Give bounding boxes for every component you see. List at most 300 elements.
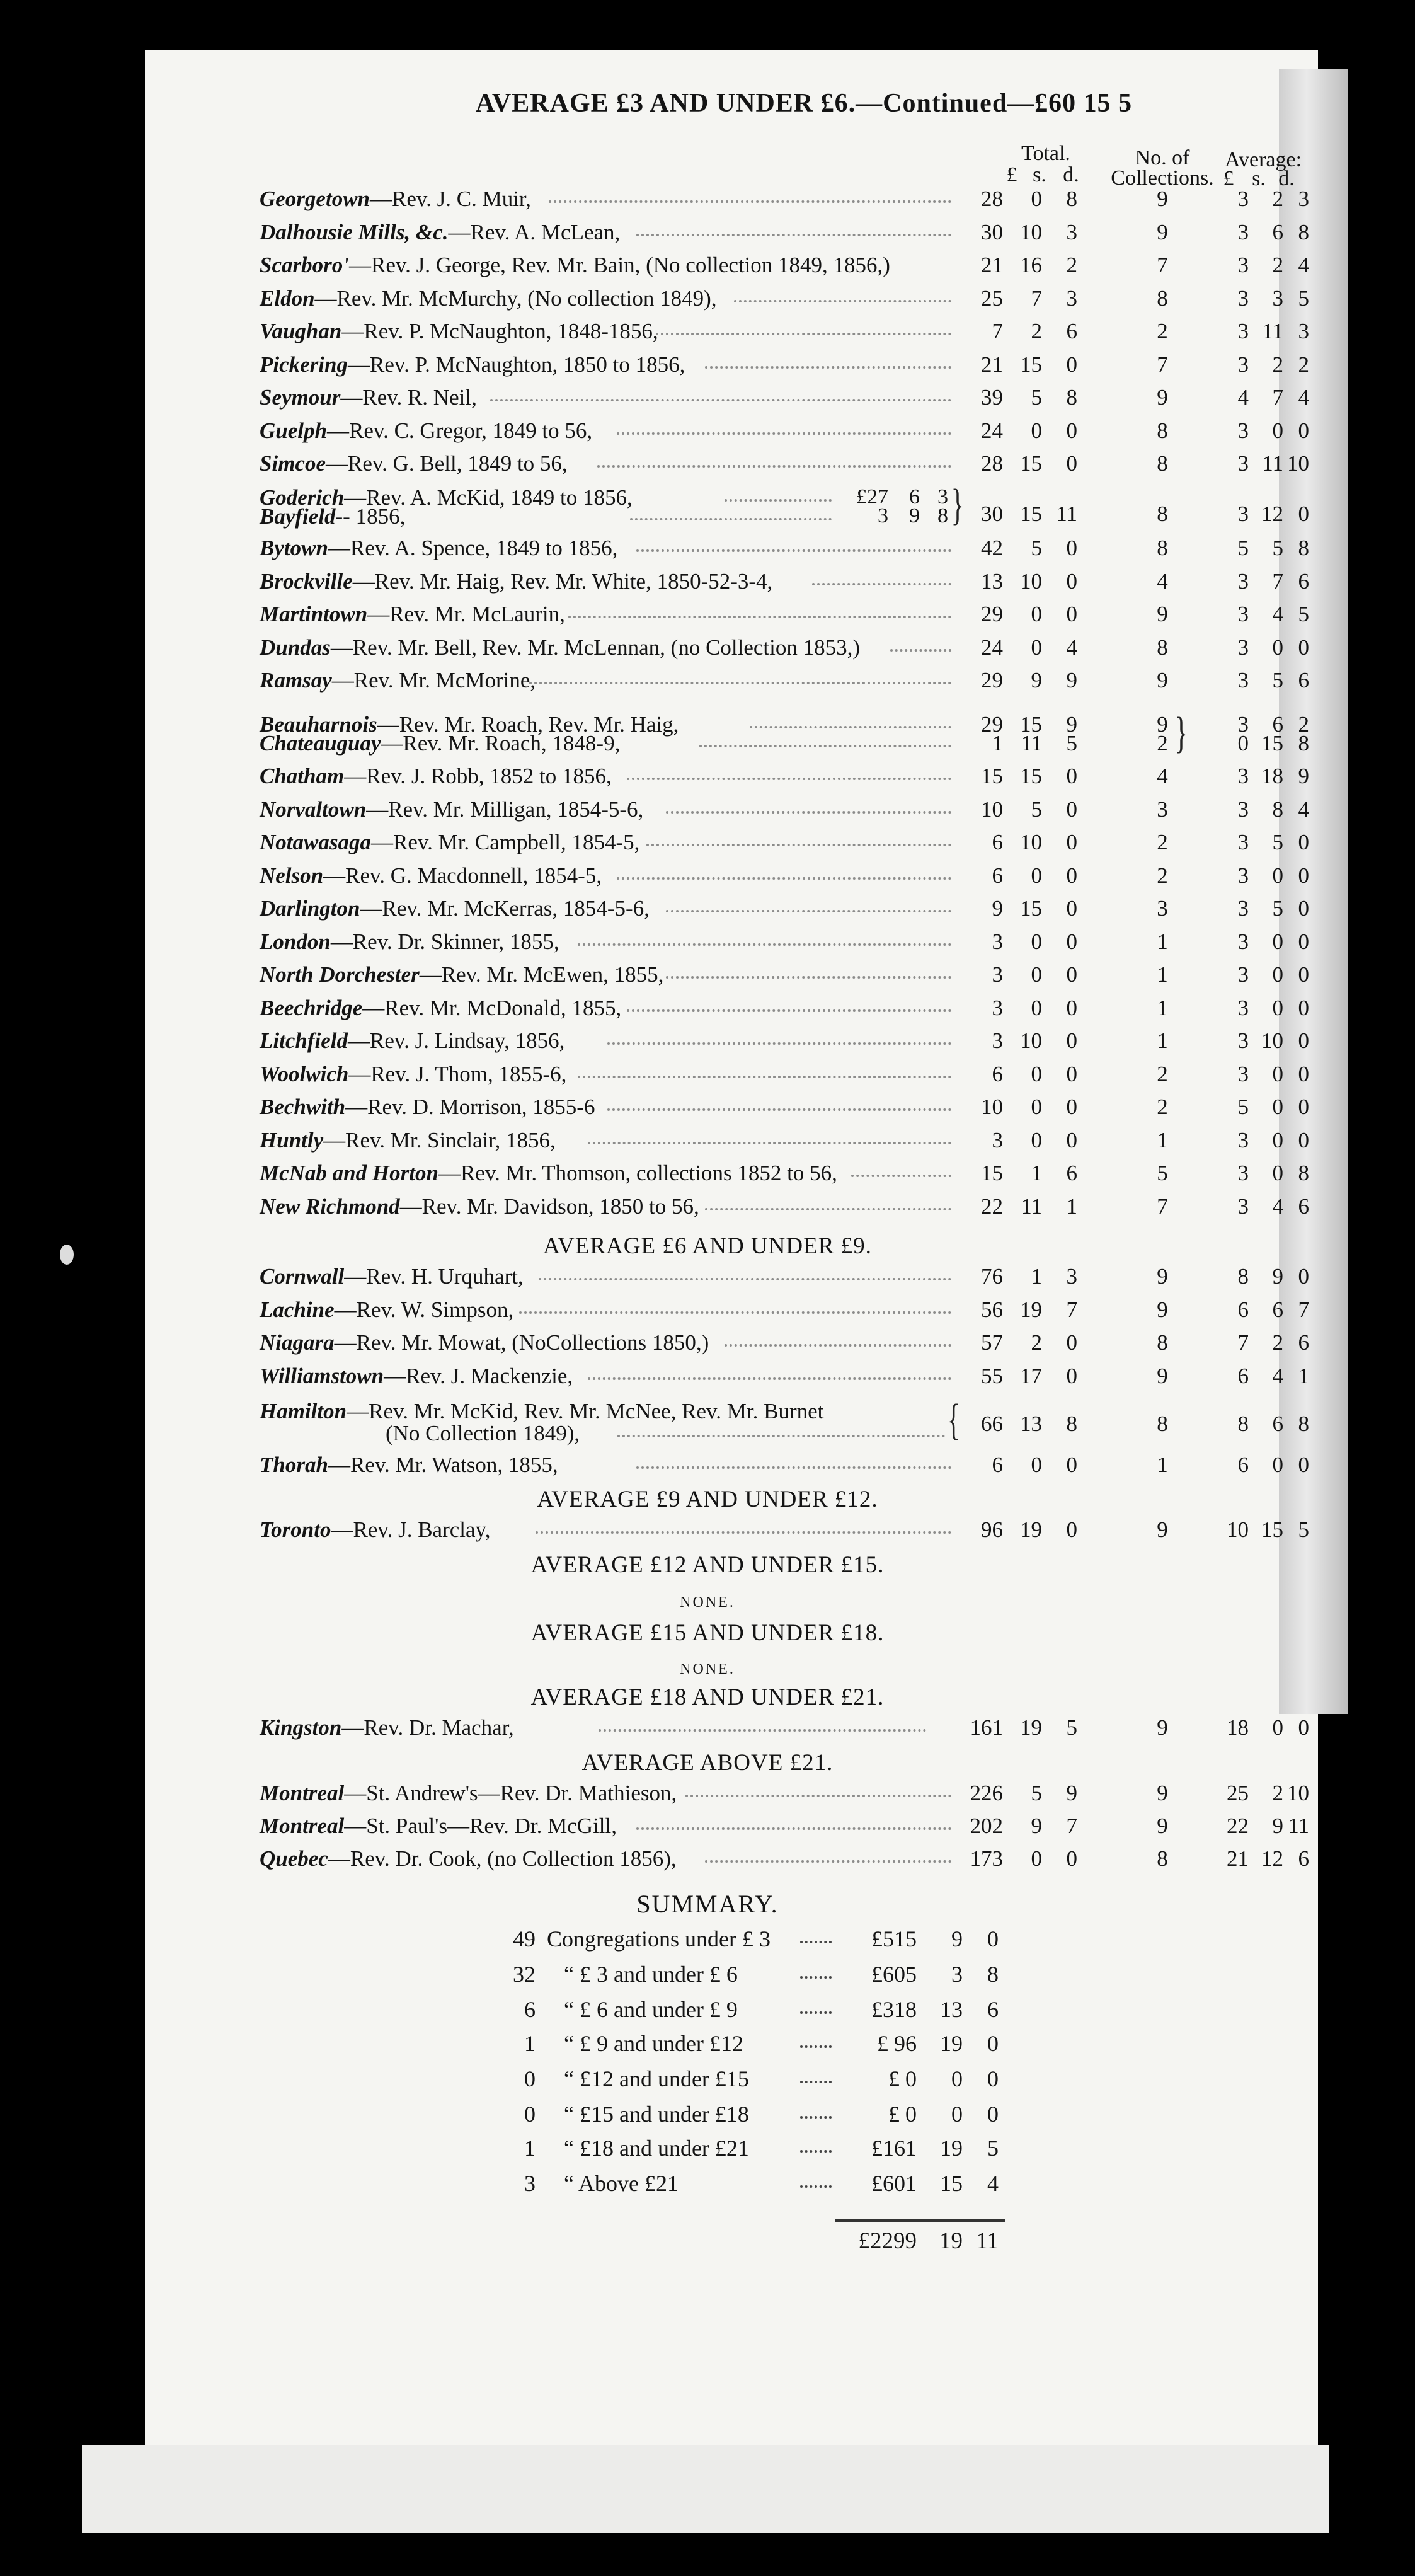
- collections-count: 4: [1157, 764, 1168, 788]
- total-pounds: 15: [981, 764, 1003, 788]
- goderich-sub-pence: 3: [937, 485, 948, 509]
- total-pence: 8: [1066, 187, 1077, 211]
- average-pence: 8: [1298, 1412, 1309, 1436]
- total-pence: 0: [1066, 896, 1077, 921]
- average-pounds: 6: [1237, 1452, 1249, 1477]
- summary-count: 32: [513, 1962, 536, 1987]
- total-shillings: 10: [1020, 219, 1042, 244]
- average-pence: 6: [1298, 1330, 1309, 1355]
- place-name: Lachine: [260, 1297, 335, 1322]
- place-name: Quebec: [260, 1846, 328, 1871]
- total-shillings: 0: [1031, 418, 1042, 443]
- dot-leader: [734, 300, 951, 302]
- place-name: McNab and Horton: [260, 1161, 438, 1185]
- average-shillings: 2: [1272, 1781, 1283, 1805]
- place-name: North Dorchester: [260, 962, 420, 987]
- minister-details: —Rev. Dr. Machar,: [341, 1715, 514, 1740]
- minister-details: —Rev. J. Barclay,: [331, 1517, 491, 1542]
- total-pence: 1: [1066, 1193, 1077, 1219]
- average-pence: 8: [1298, 1161, 1309, 1185]
- place-name: Nelson: [260, 863, 324, 888]
- total-pence: 2: [1066, 253, 1077, 277]
- summary-count: 3: [524, 2171, 536, 2196]
- dot-leader: [549, 200, 951, 203]
- congregation-entry: [260, 731, 620, 756]
- collections-count: 9: [1157, 385, 1168, 410]
- summary-count: 6: [524, 1997, 536, 2022]
- average-shillings: 7: [1272, 385, 1283, 410]
- average-pounds: 3: [1237, 796, 1249, 822]
- average-pence: 0: [1298, 1095, 1309, 1119]
- total-shillings: 7: [1031, 285, 1042, 311]
- congregation-entry: [260, 1264, 524, 1289]
- place-name: Seymour: [260, 385, 341, 410]
- average-pence: 0: [1298, 418, 1309, 443]
- average-shillings: 18: [1261, 764, 1283, 788]
- average-pounds: 3: [1237, 1127, 1249, 1153]
- summary-dots: [800, 2116, 832, 2119]
- dot-leader: [656, 333, 951, 335]
- total-pence: 0: [1066, 929, 1077, 954]
- grand-total-shillings: 19: [939, 2228, 963, 2254]
- dot-leader: [607, 1042, 951, 1045]
- average-shillings: 8: [1272, 796, 1283, 822]
- congregation-entry: [260, 385, 477, 410]
- average-shillings: 12: [1261, 502, 1283, 526]
- total-shillings: 0: [1031, 929, 1042, 954]
- summary-pence: 4: [987, 2171, 999, 2196]
- total-shillings: 16: [1020, 253, 1042, 277]
- total-pounds: 10: [981, 796, 1003, 822]
- place-name: Martintown: [260, 602, 368, 626]
- summary-pence: 0: [987, 2066, 999, 2091]
- summary-heading: SUMMARY.: [636, 1890, 779, 1918]
- average-shillings: 9: [1272, 1264, 1283, 1289]
- collections-count: 1: [1157, 1028, 1168, 1053]
- total-pounds: 21: [981, 253, 1003, 277]
- total-pence: 5: [1066, 731, 1077, 756]
- average-pence: 0: [1298, 1264, 1309, 1289]
- minister-details: —Rev. Mr. Watson, 1855,: [328, 1452, 558, 1477]
- col-collections-line1: No. of: [1135, 146, 1190, 170]
- place-name: Notawasaga: [260, 830, 371, 854]
- dot-leader: [627, 778, 951, 780]
- total-pence: 0: [1066, 1028, 1077, 1053]
- congregation-entry: [260, 286, 717, 311]
- average-pence: 5: [1298, 1517, 1309, 1542]
- minister-details: —Rev. J. Lindsay, 1856,: [347, 1028, 565, 1053]
- summary-shillings: 3: [951, 1962, 963, 1987]
- minister-details: —Rev. H. Urquhart,: [344, 1264, 524, 1289]
- collections-count: 2: [1157, 1095, 1168, 1119]
- collections-count: 9: [1157, 1363, 1168, 1388]
- dot-leader: [890, 649, 951, 652]
- minister-details: —Rev. Mr. Mowat, (NoCollections 1850,): [334, 1330, 709, 1355]
- minister-details: —Rev. G. Macdonnell, 1854-5,: [323, 863, 602, 888]
- col-total-pounds: £: [1006, 163, 1017, 187]
- average-shillings: 7: [1272, 568, 1283, 594]
- average-pence: 8: [1298, 731, 1309, 756]
- total-pounds: 57: [981, 1330, 1003, 1355]
- goderich-sub-shillings: 6: [909, 485, 920, 509]
- page-header: AVERAGE £3 AND UNDER £6.—Continued—£60 15 5: [476, 89, 1133, 118]
- dot-leader: [636, 1466, 951, 1469]
- place-name: Thorah: [260, 1452, 328, 1477]
- congregation-entry: [260, 1297, 513, 1323]
- congregation-entry: [260, 962, 663, 987]
- place-name: London: [260, 929, 331, 954]
- average-pounds: 3: [1237, 830, 1249, 854]
- average-pounds: 3: [1237, 863, 1249, 888]
- congregation-entry: [260, 996, 621, 1021]
- total-pounds: 1: [992, 731, 1003, 756]
- total-pounds: 173: [970, 1846, 1003, 1871]
- total-pence: 9: [1066, 712, 1077, 737]
- collections-count: 8: [1157, 418, 1168, 443]
- minister-details: —Rev. Mr. Bell, Rev. Mr. McLennan, (no Collection 1853,): [330, 635, 861, 660]
- total-pence: 0: [1066, 1330, 1077, 1355]
- average-shillings: 10: [1261, 1028, 1283, 1053]
- page-bottom-edge: [82, 2445, 1329, 2533]
- average-pounds: 3: [1237, 602, 1249, 626]
- dot-leader: [617, 432, 951, 435]
- total-pence: 0: [1066, 995, 1077, 1020]
- place-name: Chatham: [260, 764, 345, 788]
- average-shillings: 5: [1272, 896, 1283, 921]
- col-total-title: Total.: [1021, 142, 1070, 165]
- dot-leader: [636, 549, 951, 552]
- average-shillings: 4: [1272, 602, 1283, 626]
- total-pounds: 29: [981, 602, 1003, 626]
- dot-leader: [599, 1729, 926, 1732]
- total-pounds: 226: [970, 1781, 1003, 1805]
- col-total-pence: d.: [1063, 163, 1079, 187]
- summary-pence: 6: [987, 1997, 999, 2022]
- congregation-entry: [260, 1028, 564, 1054]
- grand-total-pounds: £2299: [858, 2228, 917, 2254]
- collections-count: 2: [1157, 1061, 1168, 1086]
- collections-count: 4: [1157, 568, 1168, 594]
- collections-count: 9: [1157, 1264, 1168, 1289]
- total-pence: 0: [1066, 568, 1077, 594]
- collections-count: 1: [1157, 1127, 1168, 1153]
- average-pounds: 3: [1237, 219, 1249, 244]
- average-pence: 0: [1298, 635, 1309, 660]
- congregation-entry: [260, 504, 405, 529]
- place-name: Hamilton: [260, 1399, 347, 1423]
- summary-pounds: £ 96: [877, 2031, 917, 2056]
- average-pence: 5: [1298, 602, 1309, 626]
- average-shillings: 6: [1272, 712, 1283, 737]
- congregation-entry: [260, 896, 650, 921]
- total-pounds: 30: [981, 502, 1003, 526]
- collections-count: 8: [1157, 635, 1168, 660]
- total-pence: 0: [1066, 1363, 1077, 1388]
- summary-pounds: £318: [871, 1997, 917, 2022]
- congregation-entry: [260, 352, 685, 377]
- summary-count: 49: [513, 1926, 536, 1952]
- dot-leader: [588, 1142, 951, 1144]
- average-pounds: 3: [1237, 1193, 1249, 1219]
- total-pounds: 22: [981, 1193, 1003, 1219]
- congregation-entry: [260, 187, 531, 212]
- col-average-title: Average:: [1224, 148, 1302, 171]
- total-pounds: 25: [981, 285, 1003, 311]
- dot-leader: [725, 499, 832, 502]
- collections-count: 7: [1157, 1193, 1168, 1219]
- total-shillings: 17: [1020, 1363, 1042, 1388]
- minister-details: —St. Paul's—Rev. Dr. McGill,: [344, 1814, 617, 1838]
- average-pence: 11: [1288, 1814, 1309, 1838]
- congregation-entry: [260, 1161, 837, 1186]
- total-pounds: 202: [970, 1814, 1003, 1838]
- place-name: Litchfield: [260, 1028, 348, 1053]
- collections-count: 8: [1157, 451, 1168, 476]
- average-pence: 4: [1298, 796, 1309, 822]
- collections-count: 9: [1157, 712, 1168, 737]
- summary-pence: 5: [987, 2136, 999, 2161]
- total-pence: 0: [1066, 1517, 1077, 1542]
- total-pounds: 55: [981, 1363, 1003, 1388]
- collections-count: 9: [1157, 1814, 1168, 1838]
- dot-leader: [636, 1827, 951, 1830]
- average-shillings: 0: [1272, 1452, 1283, 1477]
- total-pence: 6: [1066, 1161, 1077, 1185]
- summary-shillings: 13: [940, 1997, 963, 2022]
- average-pounds: 3: [1237, 502, 1249, 526]
- total-shillings: 19: [1020, 1517, 1042, 1542]
- collections-count: 8: [1157, 1846, 1168, 1871]
- summary-label: “ £ 6 and under £ 9: [564, 1997, 738, 2022]
- total-pounds: 30: [981, 219, 1003, 244]
- total-pence: 0: [1066, 962, 1077, 987]
- average-shillings: 0: [1272, 962, 1283, 987]
- summary-dots: [800, 2150, 832, 2153]
- minister-details: —Rev. Mr. Roach, Rev. Mr. Haig,: [377, 712, 679, 737]
- collections-count: 1: [1157, 929, 1168, 954]
- total-pounds: 3: [992, 995, 1003, 1020]
- total-shillings: 0: [1031, 635, 1042, 660]
- dot-leader: [646, 844, 951, 846]
- total-pounds: 6: [992, 863, 1003, 888]
- average-pounds: 3: [1237, 1161, 1249, 1185]
- average-pounds: 18: [1227, 1715, 1249, 1740]
- total-pence: 5: [1066, 1715, 1077, 1740]
- dot-leader: [851, 1175, 951, 1177]
- average-shillings: 2: [1272, 187, 1283, 211]
- total-shillings: 0: [1031, 187, 1042, 211]
- average-pounds: 4: [1237, 385, 1249, 410]
- collections-count: 9: [1157, 668, 1168, 693]
- dot-leader: [588, 1377, 951, 1380]
- col-average-pence: d.: [1278, 167, 1295, 190]
- total-shillings: 19: [1020, 1715, 1042, 1740]
- summary-count: 0: [524, 2102, 536, 2127]
- congregation-entry: [260, 1399, 823, 1424]
- dot-leader: [705, 1208, 951, 1210]
- total-pence: 0: [1066, 1095, 1077, 1119]
- collections-count: 8: [1157, 285, 1168, 311]
- total-shillings: 0: [1031, 1061, 1042, 1086]
- dot-leader: [539, 1278, 951, 1280]
- average-shillings: 2: [1272, 1330, 1283, 1355]
- minister-details: —Rev. Mr. Thomson, collections 1852 to 56,: [438, 1161, 837, 1185]
- minister-details: —Rev. P. McNaughton, 1848-1856,: [341, 319, 658, 343]
- summary-pounds: £ 0: [888, 2066, 917, 2091]
- dot-leader: [607, 1108, 951, 1111]
- minister-details: —Rev. Mr. McDonald, 1855,: [362, 995, 622, 1020]
- total-shillings: 13: [1020, 1412, 1042, 1436]
- summary-dots: [800, 2081, 832, 2083]
- collections-count: 5: [1157, 1161, 1168, 1185]
- minister-details: —Rev. Mr. McMorine,: [331, 668, 536, 693]
- total-pence: 0: [1066, 451, 1077, 476]
- congregation-entry: [260, 764, 612, 789]
- minister-details: —Rev. J. C. Muir,: [370, 187, 531, 211]
- summary-pounds: £601: [871, 2171, 917, 2196]
- average-pence: 0: [1298, 962, 1309, 987]
- col-total-shillings: s.: [1033, 163, 1046, 187]
- average-pence: 0: [1298, 995, 1309, 1020]
- hamilton-brace: {: [947, 1396, 960, 1444]
- total-shillings: 15: [1020, 451, 1042, 476]
- total-pounds: 10: [981, 1095, 1003, 1119]
- total-shillings: 2: [1031, 319, 1042, 343]
- average-shillings: 15: [1261, 731, 1283, 756]
- average-pence: 0: [1298, 830, 1309, 854]
- minister-details: —Rev. W. Simpson,: [334, 1297, 514, 1322]
- total-pounds: 6: [992, 1452, 1003, 1477]
- place-name: Darlington: [260, 896, 360, 921]
- section-heading: AVERAGE £12 AND UNDER £15.: [530, 1552, 885, 1578]
- average-shillings: 5: [1272, 668, 1283, 693]
- total-shillings: 15: [1020, 764, 1042, 788]
- minister-details: —Rev. Mr. Campbell, 1854-5,: [370, 830, 640, 854]
- total-shillings: 0: [1031, 1095, 1042, 1119]
- average-shillings: 5: [1272, 830, 1283, 854]
- congregation-entry: [260, 1814, 617, 1839]
- collections-count: 7: [1157, 352, 1168, 377]
- minister-details: —Rev. P. McNaughton, 1850 to 1856,: [347, 352, 685, 377]
- collections-count: 9: [1157, 1715, 1168, 1740]
- summary-label: Congregations under £ 3: [547, 1926, 771, 1952]
- average-pounds: 3: [1237, 764, 1249, 788]
- summary-count: 0: [524, 2066, 536, 2091]
- average-pounds: 8: [1237, 1264, 1249, 1289]
- total-pence: 0: [1066, 1061, 1077, 1086]
- collections-count: 9: [1157, 602, 1168, 626]
- average-pounds: 3: [1237, 319, 1249, 343]
- average-pounds: 5: [1237, 1095, 1249, 1119]
- place-name: Eldon: [260, 285, 315, 311]
- goderich-sub-pounds: £27: [856, 485, 888, 509]
- place-name: Bayfield: [260, 504, 336, 529]
- total-shillings: 15: [1020, 896, 1042, 921]
- average-shillings: 4: [1272, 1193, 1283, 1219]
- minister-details: —Rev. Dr. Cook, (no Collection 1856),: [328, 1846, 677, 1871]
- congregation-entry: [260, 451, 568, 476]
- average-pence: 0: [1298, 1127, 1309, 1153]
- total-pounds: 9: [992, 896, 1003, 921]
- average-pence: 4: [1298, 385, 1309, 410]
- place-name: Goderich: [260, 485, 345, 510]
- total-shillings: 5: [1031, 796, 1042, 822]
- total-pence: 8: [1066, 385, 1077, 410]
- average-pence: 6: [1298, 1193, 1309, 1219]
- dot-leader: [578, 943, 951, 946]
- place-name: Dalhousie Mills, &c.: [260, 219, 449, 244]
- total-pounds: 24: [981, 418, 1003, 443]
- average-shillings: 9: [1272, 1814, 1283, 1838]
- total-pence: 0: [1066, 1127, 1077, 1153]
- dot-leader: [578, 1076, 951, 1078]
- congregation-entry: [260, 863, 602, 888]
- total-pounds: 21: [981, 352, 1003, 377]
- congregation-entry: [260, 1330, 709, 1355]
- place-name: Scarboro': [260, 253, 349, 277]
- average-pounds: 3: [1237, 1028, 1249, 1053]
- place-name: New Richmond: [260, 1193, 400, 1219]
- minister-details: —Rev. G. Bell, 1849 to 56,: [325, 451, 568, 476]
- congregation-entry: [260, 319, 658, 344]
- average-pence: 4: [1298, 253, 1309, 277]
- average-shillings: 6: [1272, 219, 1283, 244]
- total-shillings: 15: [1020, 712, 1042, 737]
- dot-leader: [666, 976, 951, 979]
- average-pounds: 3: [1237, 285, 1249, 311]
- total-shillings: 0: [1031, 995, 1042, 1020]
- dot-leader: [529, 682, 951, 684]
- total-pounds: 161: [970, 1715, 1003, 1740]
- place-name: Montreal: [260, 1814, 345, 1838]
- total-shillings: 5: [1031, 1781, 1042, 1805]
- summary-dots: [800, 1976, 832, 1979]
- summary-pence: 0: [987, 2031, 999, 2056]
- place-name: Beechridge: [260, 995, 363, 1020]
- collections-count: 8: [1157, 1412, 1168, 1436]
- total-pence: 0: [1066, 796, 1077, 822]
- grand-total-pence: 11: [976, 2228, 999, 2254]
- total-pence: 6: [1066, 319, 1077, 343]
- total-shillings: 9: [1031, 668, 1042, 693]
- summary-dots: [800, 2185, 832, 2188]
- average-pounds: 8: [1237, 1412, 1249, 1436]
- dot-leader: [519, 1311, 951, 1314]
- collections-count: 2: [1157, 830, 1168, 854]
- average-shillings: 0: [1272, 995, 1283, 1020]
- congregation-entry: [260, 253, 890, 278]
- total-pounds: 56: [981, 1297, 1003, 1322]
- average-shillings: 0: [1272, 1061, 1283, 1086]
- collections-count: 2: [1157, 731, 1168, 756]
- summary-shillings: 15: [940, 2171, 963, 2196]
- total-pence: 7: [1066, 1297, 1077, 1322]
- average-pence: 0: [1298, 1452, 1309, 1477]
- congregation-entry: [260, 830, 639, 855]
- total-pence: 0: [1066, 352, 1077, 377]
- total-shillings: 0: [1031, 1127, 1042, 1153]
- minister-details: -- 1856,: [335, 504, 406, 529]
- total-pounds: 6: [992, 1061, 1003, 1086]
- none-label: NONE.: [680, 1661, 735, 1677]
- average-pounds: 6: [1237, 1297, 1249, 1322]
- minister-details: —Rev. Mr. McMurchy, (No collection 1849),: [314, 285, 717, 311]
- minister-details: —Rev. Mr. McKerras, 1854-5-6,: [360, 896, 650, 921]
- collections-count: 9: [1157, 1781, 1168, 1805]
- average-pence: 5: [1298, 285, 1309, 311]
- congregation-entry: [260, 536, 617, 561]
- place-name: Bytown: [260, 536, 328, 560]
